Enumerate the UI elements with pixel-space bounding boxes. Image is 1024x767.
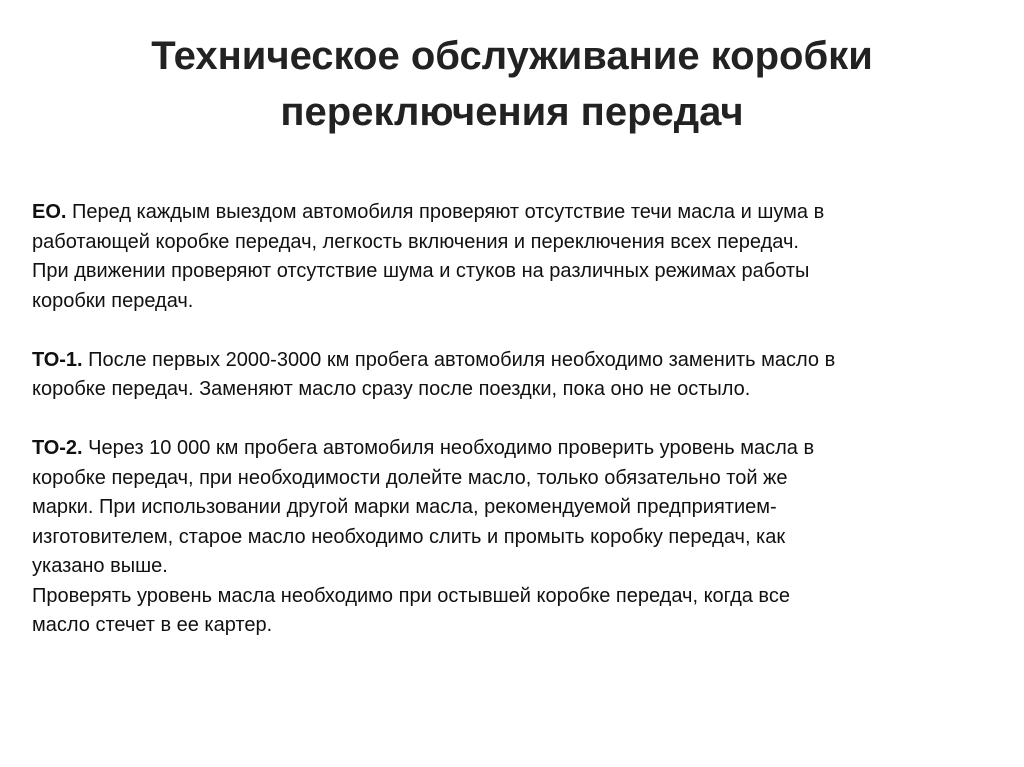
section-to2-text-1: Через 10 000 км пробега автомобиля необходимо проверить уровень масла в xyxy=(82,437,815,459)
section-eo-line-1 xyxy=(32,198,997,228)
section-to2 xyxy=(32,434,997,641)
section-to2-line-5: указано выше. xyxy=(32,555,168,577)
section-to2-line-3: марки. При использовании другой марки масла, рекомендуемой предприятием- xyxy=(32,496,777,518)
section-to2-line-2: коробке передач, при необходимости долейте масло, только обязательно той же xyxy=(32,466,788,489)
slide-title xyxy=(60,28,964,140)
section-to2-line-7: масло стечет в ее картер. xyxy=(32,614,273,636)
slide-body xyxy=(32,198,997,670)
section-eo-line-4: коробки передач. xyxy=(32,289,194,312)
section-eo xyxy=(32,198,997,316)
section-to1 xyxy=(32,346,997,405)
section-eo-line-3: При движении проверяют отсутствие шума и стуков на различных режимах работы xyxy=(32,260,810,282)
section-to1-text-1: После первых 2000-3000 км пробега автомобиля необходимо заменить масло в xyxy=(82,348,836,371)
section-to2-line-1 xyxy=(32,434,997,464)
title-line-2: переключения передач xyxy=(280,90,744,134)
section-to1-line-2: коробке передач. Заменяют масло сразу после поездки, пока оно не остыло. xyxy=(32,378,751,400)
section-to2-label: ТО-2. xyxy=(32,437,83,459)
section-eo-line-2: работающей коробке передач, легкость включения и переключения всех передач. xyxy=(32,230,799,253)
title-line-1: Техническое обслуживание коробки xyxy=(151,34,873,78)
section-eo-text-1: Перед каждым выездом автомобиля проверяют отсутствие течи масла и шума в xyxy=(66,201,825,223)
section-eo-label: ЕО. xyxy=(32,201,67,223)
section-to2-line-6: Проверять уровень масла необходимо при остывшей коробке передач, когда все xyxy=(32,584,790,607)
section-to1-line-1 xyxy=(32,346,997,376)
section-to1-label: ТО-1. xyxy=(32,348,83,371)
section-to2-line-4: изготовителем, старое масло необходимо слить и промыть коробку передач, как xyxy=(32,525,786,548)
